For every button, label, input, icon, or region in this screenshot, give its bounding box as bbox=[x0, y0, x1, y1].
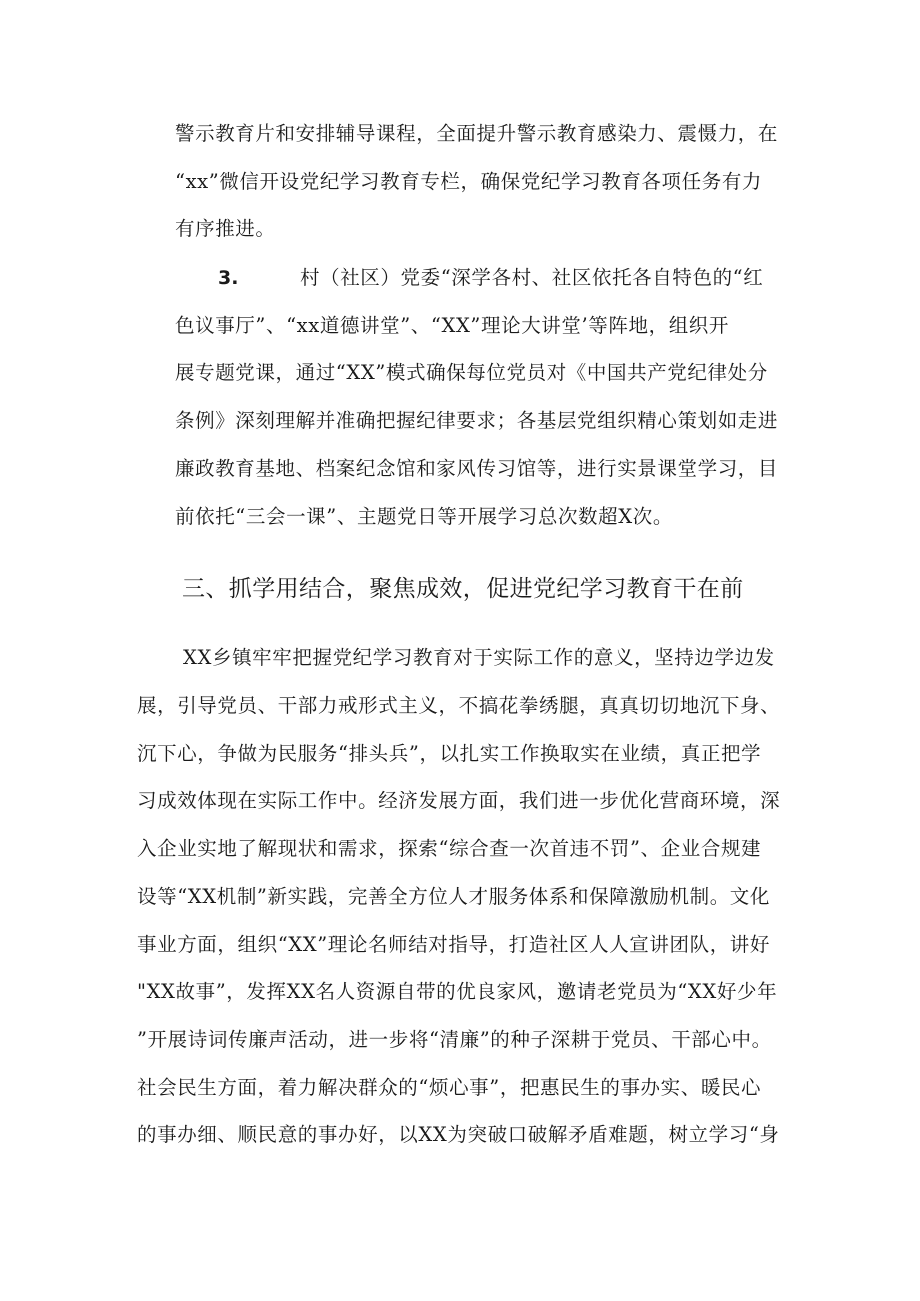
text-line: 入企业实地了解现状和需求，探索“综合查一次首违不罚”、企业合规建 bbox=[137, 837, 762, 860]
list-number: 3. bbox=[218, 267, 239, 289]
text-line: 警示教育片和安排辅导课程，全面提升警示教育感染力、震慑力，在 bbox=[175, 122, 779, 145]
text-line: 前依托“三会一课”、主题党日等开展学习总次数超X次。 bbox=[175, 505, 673, 528]
text-line: 的事办细、顺民意的事办好，以XX为突破口破解矛盾难题，树立学习“身 bbox=[137, 1123, 780, 1146]
text-line: 廉政教育基地、档案纪念馆和家风传习馆等，进行实景课堂学习，目 bbox=[175, 457, 779, 480]
text-line: ”开展诗词传廉声活动，进一步将“清廉”的种子深耕于党员、干部心中。 bbox=[137, 1028, 772, 1051]
text-line: XX乡镇牢牢把握党纪学习教育对于实际工作的意义，坚持边学边发 bbox=[183, 646, 775, 669]
text-line: 条例》深刻理解并准确把握纪律要求；各基层党组织精心策划如走进 bbox=[175, 409, 779, 432]
text-line: "XX故事”，发挥XX名人资源自带的优良家风，邀请老党员为“XX好少年 bbox=[137, 980, 778, 1003]
text-line: 村（社区）党委“深学各村、社区依托各自特色的“红 bbox=[300, 266, 764, 289]
text-line: 事业方面，组织“XX”理论名师结对指导，打造社区人人宣讲团队，讲好 bbox=[137, 933, 771, 956]
text-line: 社会民生方面，着力解决群众的“烦心事”，把惠民生的事办实、暖民心 bbox=[137, 1076, 762, 1099]
text-line: 习成效体现在实际工作中。经济发展方面，我们进一步优化营商环境，深 bbox=[137, 789, 781, 812]
text-line: 有序推进。 bbox=[175, 217, 276, 240]
text-line: 设等“XX机制”新实践，完善全方位人才服务体系和保障激励机制。文化 bbox=[137, 885, 771, 908]
text-line: 沉下心，争做为民服务“排头兵”，以扎实工作换取实在业绩，真正把学 bbox=[137, 742, 762, 765]
text-line: “xx”微信开设党纪学习教育专栏，确保党纪学习教育各项任务有力 bbox=[175, 170, 763, 193]
text-line: 展专题党课，通过“XX”模式确保每位党员对《中国共产党纪律处分 bbox=[175, 361, 768, 384]
section-heading: 三、抓学用结合，聚焦成效，促进党纪学习教育干在前 bbox=[182, 576, 744, 602]
text-line: 展，引导党员、干部力戒形式主义，不搞花拳绣腿，真真切切地沉下身、 bbox=[137, 694, 781, 717]
text-line: 色议事厅”、“xx道德讲堂”、“XX”理论大讲堂’等阵地，组织开 bbox=[175, 314, 730, 337]
